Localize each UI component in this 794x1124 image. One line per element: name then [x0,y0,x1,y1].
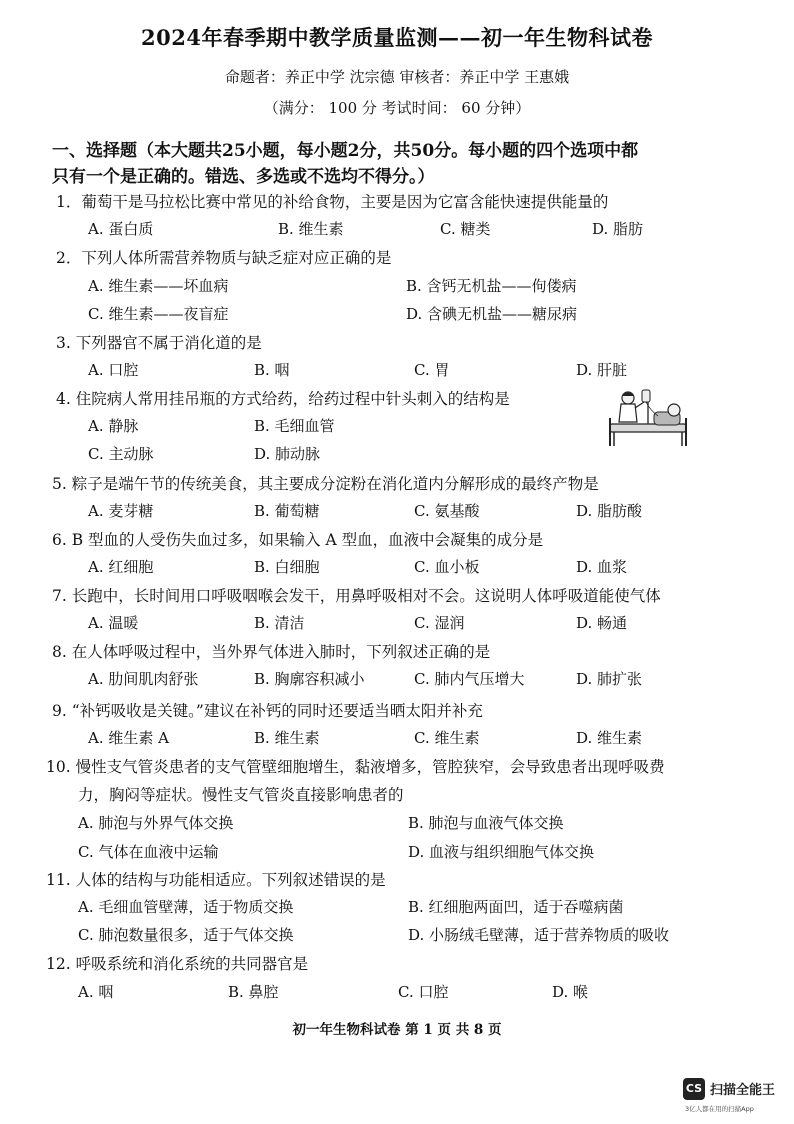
q11-option-d: D. 小肠绒毛壁薄，适于营养物质的吸收 [408,926,670,944]
q7-option-b: B. 清洁 [254,614,305,632]
question-7: 7. 长跑中，长时间用口呼吸咽喉会发干，用鼻呼吸相对不会。这说明人体呼吸道能使气体 [52,587,661,605]
q12-option-b: B. 鼻腔 [228,983,279,1001]
authors-line: 命题者：养正中学 沈宗德 审核者：养正中学 王惠娥 [224,68,570,86]
question-6: 6. B 型血的人受伤失血过多，如果输入 A 型血，血液中会凝集的成分是 [52,531,544,549]
q1-option-c: C. 糖类 [440,220,491,238]
q8-option-b: B. 胸廓容积减小 [254,670,365,688]
q11-option-c: C. 肺泡数量很多，适于气体交换 [78,926,294,944]
exam-info: （满分： 100 分 考试时间： 60 分钟） [263,99,531,117]
q12-option-c: C. 口腔 [398,983,449,1001]
q7-option-d: D. 畅通 [576,614,628,632]
q8-option-a: A. 肋间肌肉舒张 [88,670,199,688]
q5-option-d: D. 脂肪酸 [576,502,643,520]
section-heading-line1: 一、选择题（本大题共25小题，每小题2分，共50分。每小题的四个选项中都 [52,141,639,161]
question-9: 9. “补钙吸收是关键。”建议在补钙的同时还要适当晒太阳并补充 [52,702,483,720]
q4-option-c: C. 主动脉 [88,445,154,463]
question-3: 3. 下列器官不属于消化道的是 [56,334,262,352]
q2-option-d: D. 含碘无机盐——糖尿病 [406,305,578,323]
q9-option-c: C. 维生素 [414,729,480,747]
q6-option-d: D. 血浆 [576,558,628,576]
q5-option-a: A. 麦芽糖 [88,502,154,520]
q10-option-b: B. 肺泡与血液气体交换 [408,814,564,832]
q12-option-a: A. 咽 [78,983,114,1001]
q10-option-d: D. 血液与组织细胞气体交换 [408,843,595,861]
camscanner-logo-icon: CS [683,1078,705,1100]
exam-title: 2024年春季期中教学质量监测——初一年生物科试卷 [141,25,653,50]
scanner-app-name: 扫描全能王 [710,1083,776,1098]
q8-option-d: D. 肺扩张 [576,670,643,688]
page-footer: 初一年生物科试卷 第 1 页 共 8 页 [292,1022,502,1038]
scanner-tagline: 3亿人都在用的扫描App [685,1105,754,1113]
q1-option-b: B. 维生素 [278,220,344,238]
q12-option-d: D. 喉 [552,983,589,1001]
q11-option-a: A. 毛细血管壁薄，适于物质交换 [78,898,294,916]
question-5: 5. 粽子是端午节的传统美食，其主要成分淀粉在消化道内分解形成的最终产物是 [52,475,599,493]
q3-option-a: A. 口腔 [88,361,139,379]
q4-option-a: A. 静脉 [88,417,139,435]
q7-option-a: A. 温暖 [88,614,139,632]
q1-option-a: A. 蛋白质 [88,220,154,238]
question-2: 2．下列人体所需营养物质与缺乏症对应正确的是 [56,249,392,267]
q9-option-d: D. 维生素 [576,729,643,747]
q9-option-a: A. 维生素 A [88,729,169,747]
question-12: 12. 呼吸系统和消化系统的共同器官是 [46,955,309,973]
q3-option-b: B. 咽 [254,361,290,379]
section-heading-line2: 只有一个是正确的。错选、多选或不选均不得分。） [52,167,435,187]
iv-drip-illustration [606,388,694,450]
q3-option-c: C. 胃 [414,361,450,379]
q3-option-d: D. 肝脏 [576,361,628,379]
question-11: 11. 人体的结构与功能相适应。下列叙述错误的是 [46,871,386,889]
q9-option-b: B. 维生素 [254,729,320,747]
q1-option-d: D. 脂肪 [592,220,644,238]
q4-option-b: B. 毛细血管 [254,417,335,435]
q5-option-c: C. 氨基酸 [414,502,480,520]
question-4: 4. 住院病人常用挂吊瓶的方式给药，给药过程中针头刺入的结构是 [56,390,510,408]
q4-option-d: D. 肺动脉 [254,445,321,463]
q8-option-c: C. 肺内气压增大 [414,670,525,688]
q6-option-c: C. 血小板 [414,558,480,576]
q10-option-a: A. 肺泡与外界气体交换 [78,814,234,832]
question-10: 10. 慢性支气管炎患者的支气管壁细胞增生，黏液增多，管腔狭窄，会导致患者出现呼吸费 [46,758,665,776]
question-1: 1．葡萄干是马拉松比赛中常见的补给食物，主要是因为它富含能快速提供能量的 [56,193,609,211]
q2-option-c: C. 维生素——夜盲症 [88,305,229,323]
q7-option-c: C. 湿润 [414,614,465,632]
q2-option-b: B. 含钙无机盐——佝偻病 [406,277,577,295]
q5-option-b: B. 葡萄糖 [254,502,320,520]
q11-option-b: B. 红细胞两面凹，适于吞噬病菌 [408,898,624,916]
question-10-continued: 力，胸闷等症状。慢性支气管炎直接影响患者的 [78,786,404,804]
q2-option-a: A. 维生素——坏血病 [88,277,229,295]
q10-option-c: C. 气体在血液中运输 [78,843,219,861]
q6-option-a: A. 红细胞 [88,558,154,576]
q6-option-b: B. 白细胞 [254,558,320,576]
question-8: 8. 在人体呼吸过程中，当外界气体进入肺时，下列叙述正确的是 [52,643,491,661]
